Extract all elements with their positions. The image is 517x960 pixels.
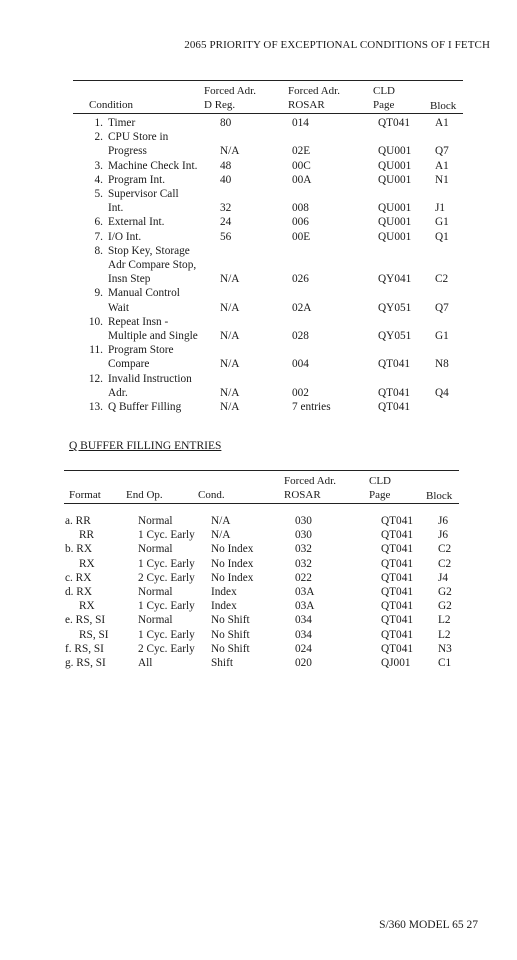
row-number: 11. <box>89 344 103 357</box>
t1-head-forced-r-line2: ROSAR <box>288 99 325 111</box>
row-number <box>70 201 108 215</box>
row-number: 10. <box>88 315 103 328</box>
cld-page-cell: QY041 <box>378 273 412 286</box>
format-cell: RS, SI <box>79 628 109 641</box>
dreg-cell <box>220 372 292 386</box>
row-number: 5. <box>94 188 103 201</box>
condition-cell: Int. <box>108 202 124 215</box>
rosar-cell: 00A <box>292 173 312 186</box>
row-number: 2. <box>94 131 103 144</box>
format-cell: b. RX <box>65 543 92 556</box>
table-row <box>70 301 475 315</box>
format-cell: RR <box>79 529 95 542</box>
cld-page-cell: QU001 <box>378 159 412 172</box>
block-cell <box>435 286 475 300</box>
condition-cell: Program Store <box>108 344 174 357</box>
t1-head-cld-line2: Page <box>373 99 395 111</box>
row-number: 4. <box>94 173 103 186</box>
rosar-cell: 00E <box>292 230 311 243</box>
cld-page-cell: QT041 <box>378 117 411 129</box>
table-row <box>70 315 475 329</box>
t2-head-cld-line2: Page <box>369 489 391 501</box>
end-op-cell: 1 Cyc. Early <box>138 600 195 613</box>
cld-page-cell <box>378 315 435 329</box>
table-row <box>65 542 478 556</box>
cld-page-cell <box>378 130 435 144</box>
row-number: 3. <box>94 159 103 172</box>
cld-page-cell <box>378 286 435 300</box>
block-cell: C2 <box>438 543 452 556</box>
block-cell <box>435 400 475 414</box>
cld-page-cell: QT041 <box>381 600 414 613</box>
table-row <box>70 130 475 144</box>
t1-head-forced-d-line1: Forced Adr. <box>204 85 256 97</box>
end-op-cell: 2 Cyc. Early <box>138 642 195 655</box>
row-number: 13. <box>88 401 103 414</box>
table-row <box>65 514 478 528</box>
condition-cell: Invalid Instruction <box>108 372 192 385</box>
dreg-cell <box>220 258 292 272</box>
cld-page-cell: QT041 <box>378 401 411 414</box>
cond-cell: N/A <box>211 529 231 542</box>
end-op-cell: Normal <box>138 543 173 556</box>
end-op-cell: 1 Cyc. Early <box>138 557 195 570</box>
condition-cell: Wait <box>108 301 130 314</box>
format-cell: g. RS, SI <box>65 657 106 670</box>
block-cell: N3 <box>438 642 452 655</box>
table-row <box>70 215 475 229</box>
rosar-cell <box>292 343 378 357</box>
cond-cell: No Shift <box>211 628 250 641</box>
block-cell: J6 <box>438 515 449 527</box>
rosar-cell <box>292 130 378 144</box>
t2-head-cld-line1: CLD <box>369 475 391 487</box>
dreg-cell: 32 <box>220 202 232 215</box>
format-cell: e. RS, SI <box>65 614 106 627</box>
block-cell: Q7 <box>435 145 449 158</box>
block-cell <box>435 372 475 386</box>
dreg-cell: N/A <box>220 330 240 343</box>
block-cell: L2 <box>438 614 451 627</box>
block-cell: N1 <box>435 173 449 186</box>
cld-page-cell: QT041 <box>378 358 411 371</box>
dreg-cell: 24 <box>220 216 232 229</box>
dreg-cell <box>220 343 292 357</box>
page-footer: S/360 MODEL 65 27 <box>379 919 478 931</box>
block-cell: G1 <box>435 330 449 343</box>
rosar-cell <box>292 258 378 272</box>
table-row <box>70 230 475 244</box>
section-title: Q BUFFER FILLING ENTRIES <box>69 440 222 452</box>
format-cell: RX <box>79 557 95 570</box>
cond-cell: Index <box>211 600 237 613</box>
cld-page-cell <box>378 244 435 258</box>
block-cell: J1 <box>435 202 446 215</box>
table-row <box>65 528 478 542</box>
condition-cell: Timer <box>108 117 136 129</box>
row-number: 6. <box>94 216 103 229</box>
block-cell: C1 <box>438 657 452 670</box>
table-row <box>70 244 475 258</box>
dreg-cell: 56 <box>220 230 232 243</box>
table-row <box>70 144 475 158</box>
dreg-cell: N/A <box>220 145 240 158</box>
table-row <box>70 272 475 286</box>
condition-cell: Manual Control <box>108 287 180 300</box>
dreg-cell: 40 <box>220 173 232 186</box>
end-op-cell: Normal <box>138 614 173 627</box>
condition-cell: Q Buffer Filling <box>108 401 182 414</box>
table-row <box>70 286 475 300</box>
rosar-cell: 008 <box>292 202 309 215</box>
row-number <box>70 329 108 343</box>
table-row <box>70 372 475 386</box>
condition-cell: CPU Store in <box>108 131 169 144</box>
dreg-cell: 80 <box>220 117 232 129</box>
cond-cell: No Index <box>211 557 254 570</box>
cond-cell: No Shift <box>211 614 250 627</box>
block-cell: A1 <box>435 159 449 172</box>
dreg-cell: N/A <box>220 273 240 286</box>
row-number <box>70 258 108 272</box>
block-cell <box>435 244 475 258</box>
row-number: 8. <box>94 244 103 257</box>
rosar-cell: 020 <box>295 657 312 670</box>
cld-page-cell <box>378 372 435 386</box>
block-cell: C2 <box>438 557 452 570</box>
t2-head-block: Block <box>426 490 453 502</box>
block-cell: Q4 <box>435 386 449 399</box>
t1-head-block: Block <box>430 100 457 112</box>
row-number: 9. <box>94 287 103 300</box>
row-number <box>70 272 108 286</box>
rosar-cell <box>292 286 378 300</box>
row-number: 7. <box>94 230 103 243</box>
cld-page-cell: QT041 <box>378 386 411 399</box>
condition-cell: Progress <box>108 145 147 158</box>
q-buffer-table <box>65 514 478 670</box>
cld-page-cell: QU001 <box>378 216 412 229</box>
rosar-cell <box>292 244 378 258</box>
rosar-cell: 02E <box>292 145 311 158</box>
table-row <box>65 571 478 585</box>
format-cell: a. RR <box>65 515 91 527</box>
condition-cell: External Int. <box>108 216 165 229</box>
rosar-cell: 02A <box>292 301 312 314</box>
row-number <box>70 357 108 371</box>
cld-page-cell <box>378 343 435 357</box>
t2-head-forced-line1: Forced Adr. <box>284 475 336 487</box>
cld-page-cell: QY051 <box>378 301 412 314</box>
dreg-cell: N/A <box>220 401 240 414</box>
cld-page-cell: QT041 <box>381 614 414 627</box>
table-row <box>70 329 475 343</box>
cld-page-cell: QU001 <box>378 173 412 186</box>
dreg-cell <box>220 315 292 329</box>
rosar-cell: 00C <box>292 159 311 172</box>
rosar-cell: 022 <box>295 571 312 584</box>
block-cell <box>435 343 475 357</box>
table1-head-rule <box>73 113 463 114</box>
block-cell: J4 <box>438 571 449 584</box>
cld-page-cell: QT041 <box>381 642 414 655</box>
rosar-cell: 7 entries <box>292 401 331 414</box>
table2-top-rule <box>64 470 459 471</box>
t2-head-forced-line2: ROSAR <box>284 489 321 501</box>
block-cell <box>435 258 475 272</box>
end-op-cell: Normal <box>138 515 173 527</box>
dreg-cell: 48 <box>220 159 232 172</box>
cld-page-cell: QT041 <box>381 571 414 584</box>
end-op-cell: 2 Cyc. Early <box>138 571 195 584</box>
rosar-cell <box>292 315 378 329</box>
table-row <box>65 599 478 613</box>
condition-cell: Adr Compare Stop, <box>108 259 197 272</box>
block-cell: G2 <box>438 586 452 599</box>
cld-page-cell <box>378 187 435 201</box>
t1-head-forced-d-line2: D Reg. <box>204 99 236 111</box>
t2-head-format: Format <box>69 489 101 501</box>
format-cell: c. RX <box>65 571 92 584</box>
rosar-cell: 03A <box>295 586 315 599</box>
cld-page-cell: QT041 <box>381 586 414 599</box>
rosar-cell: 032 <box>295 557 312 570</box>
condition-cell: Adr. <box>108 386 128 399</box>
row-number <box>70 301 108 315</box>
condition-cell: Compare <box>108 358 150 371</box>
cond-cell: Shift <box>211 657 233 670</box>
t1-head-cld-line1: CLD <box>373 85 395 97</box>
block-cell: L2 <box>438 628 451 641</box>
condition-cell: Supervisor Call <box>108 188 179 201</box>
cld-page-cell: QT041 <box>381 557 414 570</box>
cond-cell: No Index <box>211 571 254 584</box>
dreg-cell: N/A <box>220 358 240 371</box>
cond-cell: Index <box>211 586 237 599</box>
t1-head-forced-r-line1: Forced Adr. <box>288 85 340 97</box>
row-number: 1. <box>94 117 103 129</box>
block-cell: G2 <box>438 600 452 613</box>
row-number: 12. <box>88 372 103 385</box>
end-op-cell: 1 Cyc. Early <box>138 628 195 641</box>
cond-cell: N/A <box>211 515 231 527</box>
table-row <box>65 642 478 656</box>
cld-page-cell: QT041 <box>381 529 414 542</box>
rosar-cell: 002 <box>292 386 309 399</box>
table1-top-rule <box>73 80 463 81</box>
end-op-cell: 1 Cyc. Early <box>138 529 195 542</box>
block-cell: A1 <box>435 117 449 129</box>
rosar-cell: 030 <box>295 529 312 542</box>
cld-page-cell: QU001 <box>378 202 412 215</box>
condition-cell: Stop Key, Storage <box>108 244 190 257</box>
table-row <box>70 386 475 400</box>
table-row <box>65 585 478 599</box>
block-cell: Q7 <box>435 301 449 314</box>
rosar-cell: 030 <box>295 515 312 527</box>
dreg-cell <box>220 286 292 300</box>
page-header: 2065 PRIORITY OF EXCEPTIONAL CONDITIONS OF I FETCH <box>184 39 490 51</box>
rosar-cell: 004 <box>292 358 309 371</box>
table-row <box>65 613 478 627</box>
rosar-cell: 034 <box>295 628 312 641</box>
cld-page-cell: QU001 <box>378 230 412 243</box>
dreg-cell <box>220 130 292 144</box>
cld-page-cell: QJ001 <box>381 657 411 670</box>
t2-head-cond: Cond. <box>198 489 225 501</box>
rosar-cell: 024 <box>295 642 312 655</box>
condition-cell: Multiple and Single <box>108 330 198 343</box>
dreg-cell <box>220 187 292 201</box>
row-number <box>70 386 108 400</box>
cld-page-cell: QT041 <box>381 543 414 556</box>
rosar-cell: 03A <box>295 600 315 613</box>
cld-page-cell: QY051 <box>378 330 412 343</box>
rosar-cell: 028 <box>292 330 309 343</box>
end-op-cell: Normal <box>138 586 173 599</box>
dreg-cell: N/A <box>220 301 240 314</box>
row-number <box>70 144 108 158</box>
rosar-cell: 026 <box>292 273 309 286</box>
dreg-cell <box>220 244 292 258</box>
rosar-cell: 014 <box>292 117 309 129</box>
t2-head-end-op: End Op. <box>126 489 163 501</box>
cond-cell: No Shift <box>211 642 250 655</box>
cond-cell: No Index <box>211 543 254 556</box>
cld-page-cell: QU001 <box>378 145 412 158</box>
block-cell: C2 <box>435 273 449 286</box>
block-cell: J6 <box>438 529 449 542</box>
block-cell <box>435 315 475 329</box>
t1-head-condition: Condition <box>89 99 134 111</box>
table2-head-rule <box>64 503 459 504</box>
condition-cell: Program Int. <box>108 173 166 186</box>
rosar-cell: 032 <box>295 543 312 556</box>
table-row <box>65 656 478 670</box>
cld-page-cell <box>378 258 435 272</box>
condition-cell: I/O Int. <box>108 230 142 243</box>
table-row <box>70 357 475 371</box>
end-op-cell: All <box>138 657 153 670</box>
dreg-cell: N/A <box>220 386 240 399</box>
table-row <box>70 159 475 173</box>
table-row <box>70 258 475 272</box>
rosar-cell: 034 <box>295 614 312 627</box>
table-row <box>70 343 475 357</box>
rosar-cell <box>292 372 378 386</box>
condition-cell: Machine Check Int. <box>108 159 198 172</box>
block-cell: N8 <box>435 358 449 371</box>
format-cell: RX <box>79 600 95 613</box>
cld-page-cell: QT041 <box>381 628 414 641</box>
rosar-cell: 006 <box>292 216 309 229</box>
cld-page-cell: QT041 <box>381 515 414 527</box>
format-cell: d. RX <box>65 586 92 599</box>
priority-table <box>70 116 475 414</box>
table-row <box>65 557 478 571</box>
block-cell <box>435 130 475 144</box>
block-cell: Q1 <box>435 230 449 243</box>
table-row <box>65 628 478 642</box>
table-row <box>70 173 475 187</box>
block-cell <box>435 187 475 201</box>
condition-cell: Repeat Insn - <box>108 315 169 328</box>
format-cell: f. RS, SI <box>65 642 104 655</box>
table-row <box>70 201 475 215</box>
table-row <box>70 400 475 414</box>
condition-cell: Insn Step <box>108 273 151 286</box>
rosar-cell <box>292 187 378 201</box>
block-cell: G1 <box>435 216 449 229</box>
table-row <box>70 116 475 130</box>
table-row <box>70 187 475 201</box>
